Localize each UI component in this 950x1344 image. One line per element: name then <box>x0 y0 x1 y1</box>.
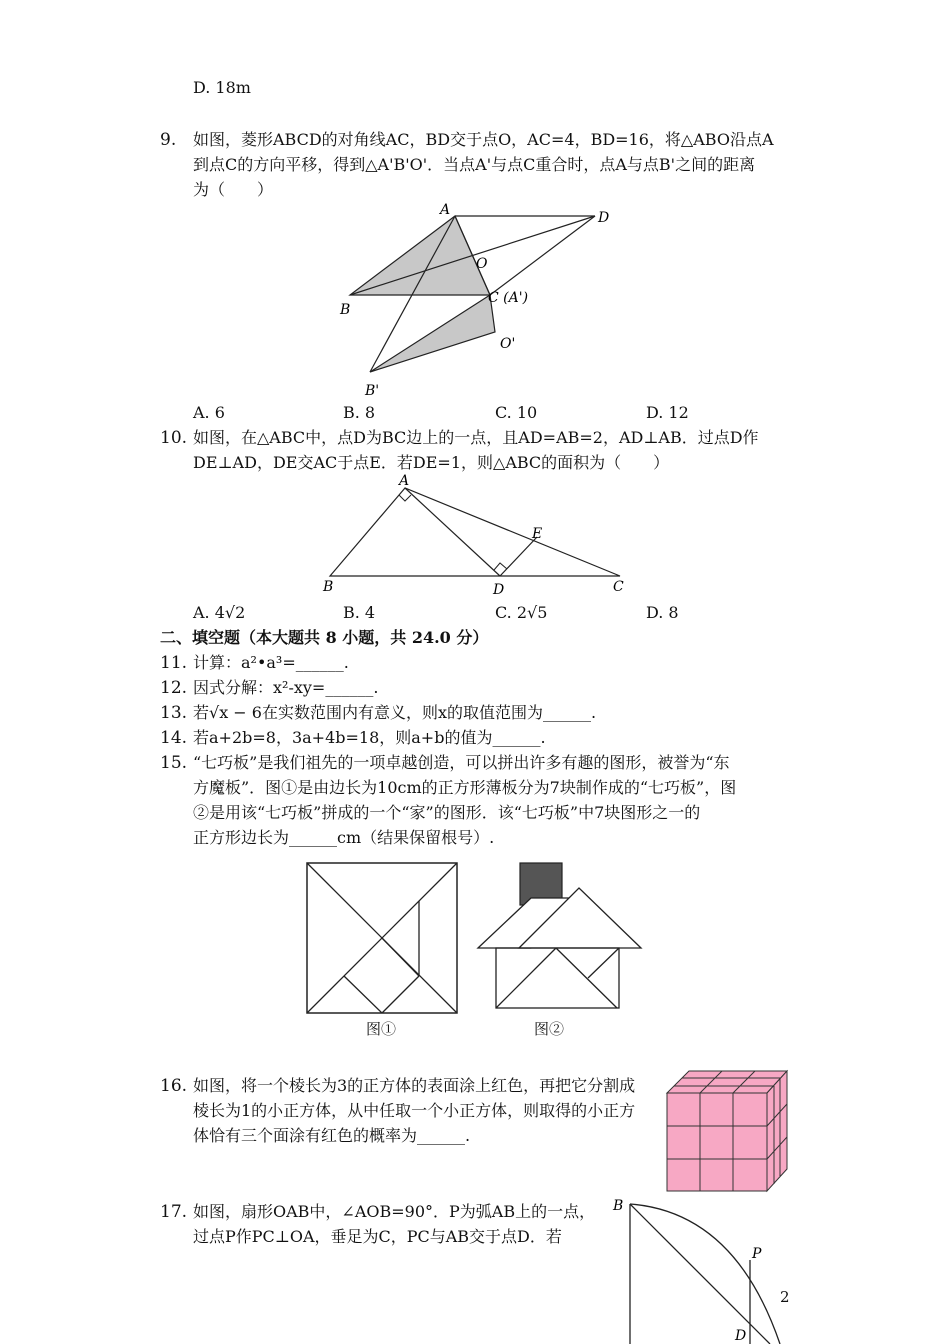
q8-option-d: D. 18m <box>193 78 251 97</box>
cube-side-face <box>767 1071 787 1191</box>
q17-label-p: P <box>752 1246 762 1262</box>
section-2-title: 二、填空题（本大题共 8 小题，共 24.0 分） <box>160 628 489 647</box>
q9-label-b: B <box>340 302 351 318</box>
q9-label-o2: O' <box>500 336 516 352</box>
q11-number: 11. <box>160 653 188 673</box>
q10-option-c: C. 2√5 <box>495 603 548 622</box>
q9-label-d: D <box>598 210 610 226</box>
q9-option-d: D. 12 <box>646 403 689 422</box>
q9-triangle-a2b2o2 <box>370 295 495 372</box>
q11-text: 计算：a²•a³=______. <box>193 653 349 672</box>
q15-tangram-square-figure <box>300 858 460 1018</box>
q10-number: 10. <box>160 428 188 448</box>
q9-option-c: C. 10 <box>495 403 538 422</box>
q9-label-b2: B' <box>365 383 380 399</box>
q10-label-a: A <box>399 473 410 489</box>
cube-front-face <box>667 1093 767 1191</box>
q10-option-a: A. 4√2 <box>193 603 246 622</box>
q16-line3: 体恰有三个面涂有红色的概率为______. <box>193 1126 471 1145</box>
q10-label-d: D <box>493 582 505 598</box>
q16-line2: 棱长为1的小正方体，从中任取一个小正方体，则取得的小正方 <box>193 1101 636 1120</box>
q15-caption-1: 图① <box>366 1020 397 1038</box>
q12-text: 因式分解：x²-xy=______. <box>193 678 379 697</box>
q10-label-b: B <box>323 579 334 595</box>
q17-line2: 过点P作PC⊥OA，垂足为C，PC与AB交于点D．若 <box>193 1227 562 1246</box>
q15-number: 15. <box>160 753 188 773</box>
q9-number: 9. <box>160 130 177 150</box>
q16-painted-cube-figure <box>662 1066 792 1196</box>
q16-number: 16. <box>160 1076 188 1096</box>
q15-line2: 方魔板”．图①是由边长为10cm的正方形薄板分为7块制作成的“七巧板”，图 <box>193 778 737 797</box>
q14-number: 14. <box>160 728 188 748</box>
q9-option-a: A. 6 <box>193 403 225 422</box>
q9-rhombus-figure <box>330 200 620 400</box>
q9-line2: 到点C的方向平移，得到△A'B'O'．当点A'与点C重合时，点A与点B'之间的距离 <box>193 155 756 174</box>
q15-line4: 正方形边长为______cm（结果保留根号）. <box>193 828 495 847</box>
q10-option-b: B. 4 <box>343 603 376 622</box>
q10-line2: DE⊥AD，DE交AC于点E．若DE=1，则△ABC的面积为（ ） <box>193 453 670 472</box>
q9-line3: 为（ ） <box>193 180 274 199</box>
q15-caption-2: 图② <box>534 1020 565 1038</box>
q10-label-c: C <box>613 579 624 595</box>
q10-option-d: D. 8 <box>646 603 679 622</box>
q17-line1: 如图，扇形OAB中，∠AOB=90°．P为弧AB上的一点， <box>193 1202 596 1221</box>
q14-text: 若a+2b=8，3a+4b=18，则a+b的值为______. <box>193 728 546 747</box>
q9-label-o: O <box>476 256 488 272</box>
q9-label-a: A <box>440 202 451 218</box>
q17-label-d: D <box>735 1328 747 1344</box>
q15-line3: ②是用该“七巧板”拼成的一个“家”的图形．该“七巧板”中7块图形之一的 <box>193 803 701 822</box>
q9-label-c: C (A') <box>488 290 529 306</box>
q15-line1: “七巧板”是我们祖先的一项卓越创造，可以拼出许多有趣的图形，被誉为“东 <box>193 753 730 772</box>
q17-label-b: B <box>613 1198 624 1214</box>
q10-triangle-figure <box>315 472 635 600</box>
q9-option-b: B. 8 <box>343 403 376 422</box>
q13-number: 13. <box>160 703 188 723</box>
q9-line1: 如图，菱形ABCD的对角线AC，BD交于点O，AC=4，BD=16，将△ABO沿点A <box>193 130 774 149</box>
page-number: 2 <box>780 1288 790 1306</box>
q13-text: 若√x − 6在实数范围内有意义，则x的取值范围为______. <box>193 703 597 722</box>
q12-number: 12. <box>160 678 188 698</box>
q16-line1: 如图，将一个棱长为3的正方体的表面涂上红色，再把它分割成 <box>193 1076 636 1095</box>
q15-tangram-house-figure <box>472 858 652 1018</box>
cube-top-face <box>667 1071 787 1093</box>
q10-line1: 如图，在△ABC中，点D为BC边上的一点，且AD=AB=2，AD⊥AB．过点D作 <box>193 428 759 447</box>
q10-label-e: E <box>532 526 543 542</box>
q17-sector-figure <box>605 1192 805 1344</box>
q9-triangle-abo <box>350 216 490 295</box>
q17-number: 17. <box>160 1202 188 1222</box>
